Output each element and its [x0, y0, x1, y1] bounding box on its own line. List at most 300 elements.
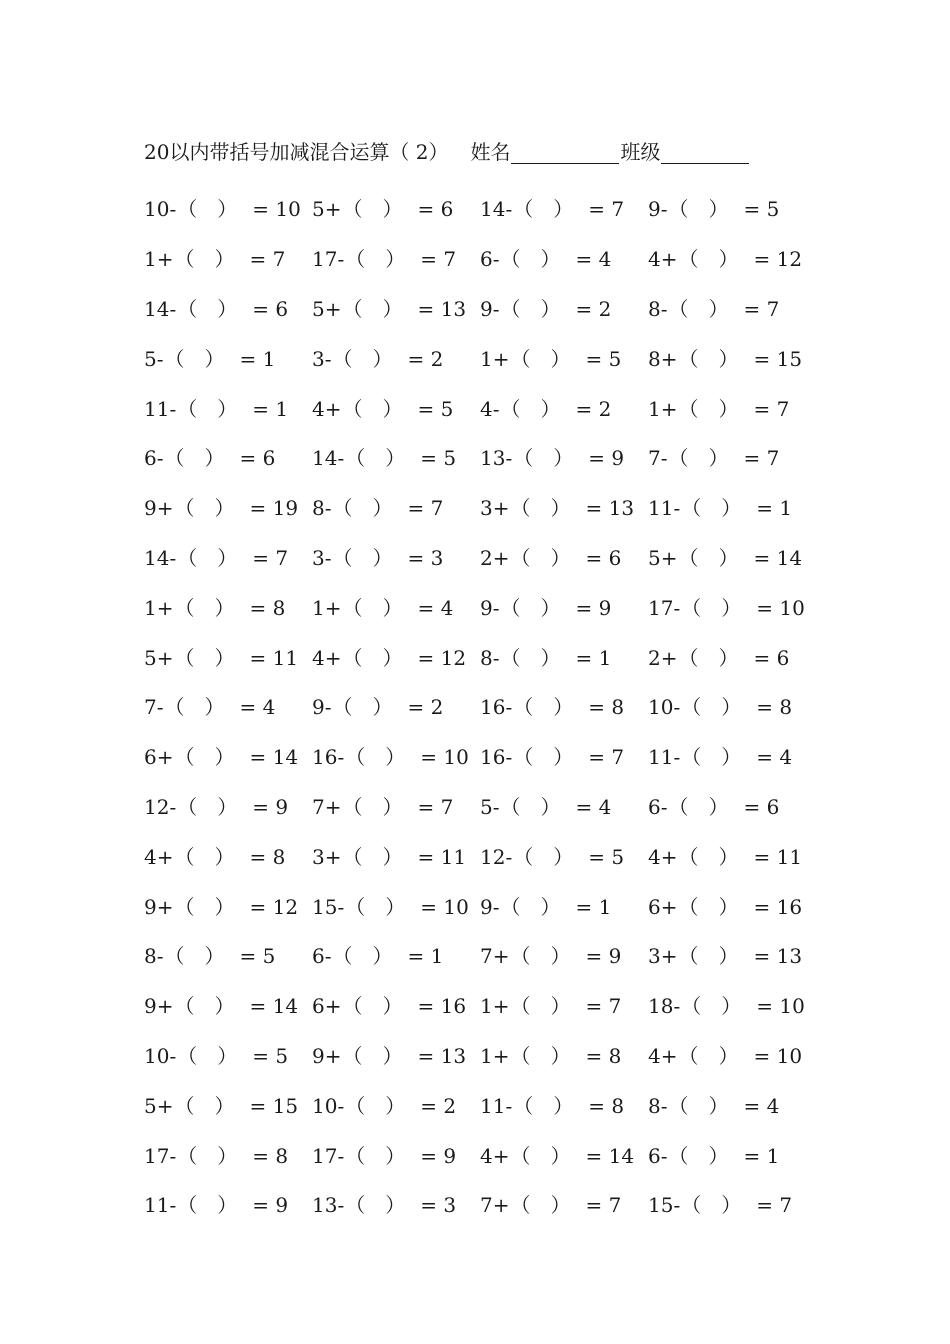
open-paren: （: [510, 1193, 531, 1218]
equals-sign: =: [575, 247, 593, 272]
close-paren: ）: [721, 1193, 742, 1218]
problem-result: 12: [776, 247, 803, 272]
close-paren: ）: [217, 296, 238, 321]
problem: [312, 791, 480, 820]
open-paren: （: [174, 645, 195, 670]
problem: [480, 393, 648, 422]
open-paren: （: [345, 894, 366, 919]
equals-sign: =: [239, 695, 257, 720]
equals-sign: =: [585, 496, 603, 521]
problem-result: 5: [611, 844, 625, 869]
problem-row: [144, 1129, 824, 1179]
equals-sign: =: [420, 1093, 437, 1118]
equals-sign: =: [588, 745, 605, 770]
equals-sign: =: [407, 695, 425, 720]
open-paren: （: [500, 247, 521, 272]
close-paren: ）: [214, 745, 235, 770]
problem-row: [144, 880, 824, 930]
problem-operand: 9-: [480, 894, 500, 919]
open-paren: （: [513, 745, 534, 770]
problem: [480, 940, 648, 969]
close-paren: ）: [217, 545, 238, 570]
problem-result: 2: [430, 346, 444, 371]
equals-sign: =: [756, 496, 773, 521]
problem: [648, 592, 816, 621]
close-paren: ）: [550, 994, 571, 1019]
problem-row: [144, 1179, 824, 1229]
equals-sign: =: [252, 1193, 269, 1218]
problem-operand: 7+: [480, 944, 510, 969]
close-paren: ）: [372, 944, 393, 969]
open-paren: （: [513, 446, 534, 471]
problem-operand: 6-: [144, 446, 164, 471]
problem: [480, 691, 648, 720]
close-paren: ）: [204, 695, 225, 720]
problem-operand: 6-: [480, 247, 500, 272]
equals-sign: =: [753, 346, 771, 371]
problem-result: 10: [779, 994, 805, 1019]
problem-operand: 17-: [144, 1143, 177, 1168]
problem: [648, 1189, 816, 1218]
problem-operand: 7+: [480, 1193, 510, 1218]
problem-operand: 7-: [648, 446, 668, 471]
open-paren: （: [164, 346, 185, 371]
equals-sign: =: [756, 1193, 773, 1218]
open-paren: （: [345, 247, 366, 272]
problem: [648, 741, 816, 770]
close-paren: ）: [382, 396, 403, 421]
problem-result: 16: [440, 994, 467, 1019]
close-paren: ）: [217, 794, 238, 819]
close-paren: ）: [382, 197, 403, 222]
problem: [480, 1189, 648, 1218]
equals-sign: =: [753, 844, 771, 869]
problem-result: 10: [443, 894, 469, 919]
close-paren: ）: [718, 396, 739, 421]
equals-sign: =: [249, 247, 267, 272]
close-paren: ）: [550, 944, 571, 969]
equals-sign: =: [407, 545, 425, 570]
problem: [144, 841, 312, 870]
open-paren: （: [500, 894, 521, 919]
equals-sign: =: [575, 595, 593, 620]
equals-sign: =: [585, 1043, 603, 1068]
problem-result: 8: [272, 844, 286, 869]
open-paren: （: [177, 1043, 198, 1068]
equals-sign: =: [588, 695, 605, 720]
problem-operand: 1+: [480, 994, 510, 1019]
equals-sign: =: [753, 247, 771, 272]
problem-result: 1: [275, 396, 289, 421]
problem-row: [144, 183, 824, 233]
close-paren: ）: [540, 247, 561, 272]
problem-result: 1: [598, 645, 612, 670]
problem: [144, 791, 312, 820]
problem: [312, 343, 480, 372]
close-paren: ）: [718, 545, 739, 570]
problem-operand: 4+: [648, 844, 678, 869]
equals-sign: =: [420, 894, 437, 919]
open-paren: （: [164, 944, 185, 969]
problem-result: 6: [608, 545, 622, 570]
problem-result: 6: [440, 197, 454, 222]
close-paren: ）: [718, 894, 739, 919]
equals-sign: =: [249, 1093, 267, 1118]
problem: [144, 1140, 312, 1169]
open-paren: （: [668, 794, 689, 819]
open-paren: （: [678, 545, 699, 570]
problem-operand: 11-: [648, 745, 681, 770]
open-paren: （: [342, 844, 363, 869]
open-paren: （: [332, 496, 353, 521]
equals-sign: =: [575, 794, 593, 819]
problem: [144, 741, 312, 770]
open-paren: （: [510, 545, 531, 570]
problem-row: [144, 930, 824, 980]
open-paren: （: [342, 595, 363, 620]
open-paren: （: [681, 994, 702, 1019]
open-paren: （: [342, 197, 363, 222]
problem-operand: 15-: [648, 1193, 681, 1218]
problem-operand: 4+: [312, 645, 342, 670]
problem-operand: 9+: [144, 496, 174, 521]
problem-operand: 9-: [480, 595, 500, 620]
problem-operand: 4-: [480, 396, 500, 421]
equals-sign: =: [417, 844, 435, 869]
problem-result: 7: [440, 794, 454, 819]
problem: [648, 193, 816, 222]
close-paren: ）: [214, 844, 235, 869]
open-paren: （: [513, 844, 534, 869]
equals-sign: =: [252, 545, 269, 570]
close-paren: ）: [553, 446, 574, 471]
problem-result: 8: [275, 1143, 289, 1168]
problem-operand: 9-: [480, 296, 500, 321]
problem: [648, 1090, 816, 1119]
problem: [144, 492, 312, 521]
name-blank[interactable]: [511, 141, 619, 164]
open-paren: （: [500, 296, 521, 321]
problem: [312, 542, 480, 571]
problem: [480, 492, 648, 521]
problem-result: 8: [608, 1043, 622, 1068]
problem-result: 7: [430, 496, 444, 521]
problem-result: 9: [608, 944, 622, 969]
problem: [312, 442, 480, 471]
problem-operand: 6+: [144, 745, 174, 770]
problem-operand: 3-: [312, 346, 332, 371]
close-paren: ）: [553, 695, 574, 720]
problem: [312, 841, 480, 870]
problem: [480, 243, 648, 272]
problem-operand: 11-: [480, 1093, 513, 1118]
problem-result: 7: [766, 296, 780, 321]
problem-operand: 10-: [312, 1093, 345, 1118]
problem: [648, 243, 816, 272]
problem-operand: 17-: [648, 595, 681, 620]
problem: [312, 293, 480, 322]
problem: [312, 492, 480, 521]
problem: [480, 1040, 648, 1069]
problem: [312, 592, 480, 621]
close-paren: ）: [372, 695, 393, 720]
problem-operand: 6-: [312, 944, 332, 969]
equals-sign: =: [420, 745, 437, 770]
open-paren: （: [164, 695, 185, 720]
problem: [144, 940, 312, 969]
open-paren: （: [678, 645, 699, 670]
equals-sign: =: [756, 695, 773, 720]
problem-operand: 5+: [144, 645, 174, 670]
equals-sign: =: [588, 1093, 605, 1118]
equals-sign: =: [252, 197, 269, 222]
problem-operand: 1+: [312, 595, 342, 620]
problem: [144, 542, 312, 571]
problem-operand: 8-: [648, 1093, 668, 1118]
problem-operand: 1+: [648, 396, 678, 421]
problem-result: 4: [440, 595, 454, 620]
close-paren: ）: [217, 1143, 238, 1168]
worksheet: [144, 135, 824, 1229]
problem-operand: 7-: [144, 695, 164, 720]
open-paren: （: [174, 994, 195, 1019]
close-paren: ）: [721, 745, 742, 770]
equals-sign: =: [239, 944, 257, 969]
equals-sign: =: [575, 296, 593, 321]
close-paren: ）: [708, 1093, 729, 1118]
open-paren: （: [678, 944, 699, 969]
problem: [480, 791, 648, 820]
close-paren: ）: [385, 247, 406, 272]
equals-sign: =: [252, 794, 269, 819]
close-paren: ）: [204, 346, 225, 371]
problem: [312, 891, 480, 920]
equals-sign: =: [753, 944, 771, 969]
problem-result: 6: [262, 446, 276, 471]
problem-operand: 8-: [312, 496, 332, 521]
open-paren: （: [332, 695, 353, 720]
problem-row: [144, 781, 824, 831]
problem: [144, 193, 312, 222]
problem: [648, 891, 816, 920]
problem-result: 2: [598, 396, 612, 421]
problem-operand: 4+: [144, 844, 174, 869]
equals-sign: =: [249, 844, 267, 869]
problem-operand: 18-: [648, 994, 681, 1019]
problem-result: 2: [443, 1093, 457, 1118]
problem-result: 5: [766, 197, 780, 222]
problem: [648, 1140, 816, 1169]
problem-result: 1: [430, 944, 444, 969]
problem-row: [144, 482, 824, 532]
problem: [312, 741, 480, 770]
problem-result: 19: [272, 496, 299, 521]
close-paren: ）: [550, 1043, 571, 1068]
equals-sign: =: [585, 1143, 603, 1168]
open-paren: （: [681, 496, 702, 521]
problem: [144, 592, 312, 621]
problem-result: 9: [275, 794, 289, 819]
open-paren: （: [332, 346, 353, 371]
close-paren: ）: [382, 1043, 403, 1068]
open-paren: （: [174, 496, 195, 521]
problem: [312, 642, 480, 671]
equals-sign: =: [585, 1193, 603, 1218]
problem-result: 7: [779, 1193, 793, 1218]
equals-sign: =: [420, 247, 437, 272]
close-paren: ）: [217, 1193, 238, 1218]
problem-operand: 9+: [144, 894, 174, 919]
equals-sign: =: [743, 794, 761, 819]
problem-result: 13: [776, 944, 803, 969]
problem-result: 4: [598, 794, 612, 819]
problem: [480, 642, 648, 671]
problem-row: [144, 731, 824, 781]
problem: [312, 990, 480, 1019]
problem-result: 8: [611, 1093, 625, 1118]
problem: [144, 343, 312, 372]
close-paren: ）: [550, 1193, 571, 1218]
close-paren: ）: [718, 1043, 739, 1068]
problem-operand: 9+: [312, 1043, 342, 1068]
problem-result: 7: [611, 745, 625, 770]
problem-result: 12: [440, 645, 467, 670]
close-paren: ）: [385, 1093, 406, 1118]
open-paren: （: [174, 247, 195, 272]
problem-operand: 4+: [648, 1043, 678, 1068]
equals-sign: =: [417, 645, 435, 670]
problem-result: 8: [779, 695, 793, 720]
problem-result: 5: [608, 346, 622, 371]
close-paren: ）: [550, 346, 571, 371]
equals-sign: =: [575, 894, 593, 919]
class-blank[interactable]: [661, 141, 749, 164]
open-paren: （: [177, 1193, 198, 1218]
open-paren: （: [174, 894, 195, 919]
equals-sign: =: [753, 1043, 771, 1068]
close-paren: ）: [217, 197, 238, 222]
open-paren: （: [500, 396, 521, 421]
problem-operand: 9+: [144, 994, 174, 1019]
open-paren: （: [345, 446, 366, 471]
equals-sign: =: [420, 1143, 437, 1168]
open-paren: （: [681, 695, 702, 720]
problem: [144, 891, 312, 920]
open-paren: （: [332, 944, 353, 969]
problem-result: 2: [598, 296, 612, 321]
problem-result: 15: [776, 346, 803, 371]
problem-operand: 8+: [648, 346, 678, 371]
open-paren: （: [177, 396, 198, 421]
problem-result: 4: [262, 695, 276, 720]
problem-operand: 13-: [480, 446, 513, 471]
problem-result: 1: [598, 894, 612, 919]
problem: [312, 691, 480, 720]
problem-result: 1: [766, 1143, 780, 1168]
problem-result: 7: [776, 396, 790, 421]
close-paren: ）: [550, 496, 571, 521]
problem: [648, 691, 816, 720]
problem-result: 7: [608, 1193, 622, 1218]
close-paren: ）: [553, 197, 574, 222]
problem-result: 5: [275, 1043, 289, 1068]
open-paren: （: [681, 1193, 702, 1218]
problem-operand: 4+: [312, 396, 342, 421]
problem-operand: 11-: [648, 496, 681, 521]
equals-sign: =: [249, 496, 267, 521]
problem: [144, 691, 312, 720]
close-paren: ）: [721, 496, 742, 521]
close-paren: ）: [708, 1143, 729, 1168]
problem: [480, 542, 648, 571]
problem-result: 14: [608, 1143, 635, 1168]
problem: [480, 841, 648, 870]
problem-result: 6: [275, 296, 289, 321]
problem-result: 7: [611, 197, 625, 222]
open-paren: （: [174, 595, 195, 620]
close-paren: ）: [721, 994, 742, 1019]
problem-operand: 11-: [144, 1193, 177, 1218]
open-paren: （: [510, 994, 531, 1019]
problem-operand: 5-: [144, 346, 164, 371]
open-paren: （: [678, 396, 699, 421]
open-paren: （: [345, 745, 366, 770]
equals-sign: =: [239, 346, 257, 371]
close-paren: ）: [540, 396, 561, 421]
equals-sign: =: [252, 1143, 269, 1168]
problem-row: [144, 681, 824, 731]
open-paren: （: [342, 296, 363, 321]
problem: [312, 393, 480, 422]
close-paren: ）: [708, 296, 729, 321]
open-paren: （: [681, 595, 702, 620]
open-paren: （: [510, 1043, 531, 1068]
problem: [480, 891, 648, 920]
equals-sign: =: [575, 396, 593, 421]
problem-result: 7: [608, 994, 622, 1019]
close-paren: ）: [540, 645, 561, 670]
equals-sign: =: [585, 994, 603, 1019]
equals-sign: =: [252, 296, 269, 321]
problem-operand: 8-: [648, 296, 668, 321]
problem-operand: 8-: [480, 645, 500, 670]
problem-operand: 11-: [144, 396, 177, 421]
problem-operand: 6+: [648, 894, 678, 919]
open-paren: （: [164, 446, 185, 471]
close-paren: ）: [385, 446, 406, 471]
problem-operand: 12-: [480, 844, 513, 869]
problem: [144, 243, 312, 272]
problem: [648, 343, 816, 372]
close-paren: ）: [214, 247, 235, 272]
close-paren: ）: [553, 745, 574, 770]
problem: [480, 741, 648, 770]
close-paren: ）: [204, 944, 225, 969]
equals-sign: =: [249, 994, 267, 1019]
problem: [480, 293, 648, 322]
equals-sign: =: [756, 994, 773, 1019]
close-paren: ）: [718, 346, 739, 371]
problem-result: 14: [776, 545, 803, 570]
open-paren: （: [177, 197, 198, 222]
open-paren: （: [510, 944, 531, 969]
problem-operand: 8-: [144, 944, 164, 969]
problem-grid: [144, 183, 824, 1229]
equals-sign: =: [743, 296, 761, 321]
problem-operand: 16-: [480, 695, 513, 720]
close-paren: ）: [708, 794, 729, 819]
equals-sign: =: [743, 446, 761, 471]
